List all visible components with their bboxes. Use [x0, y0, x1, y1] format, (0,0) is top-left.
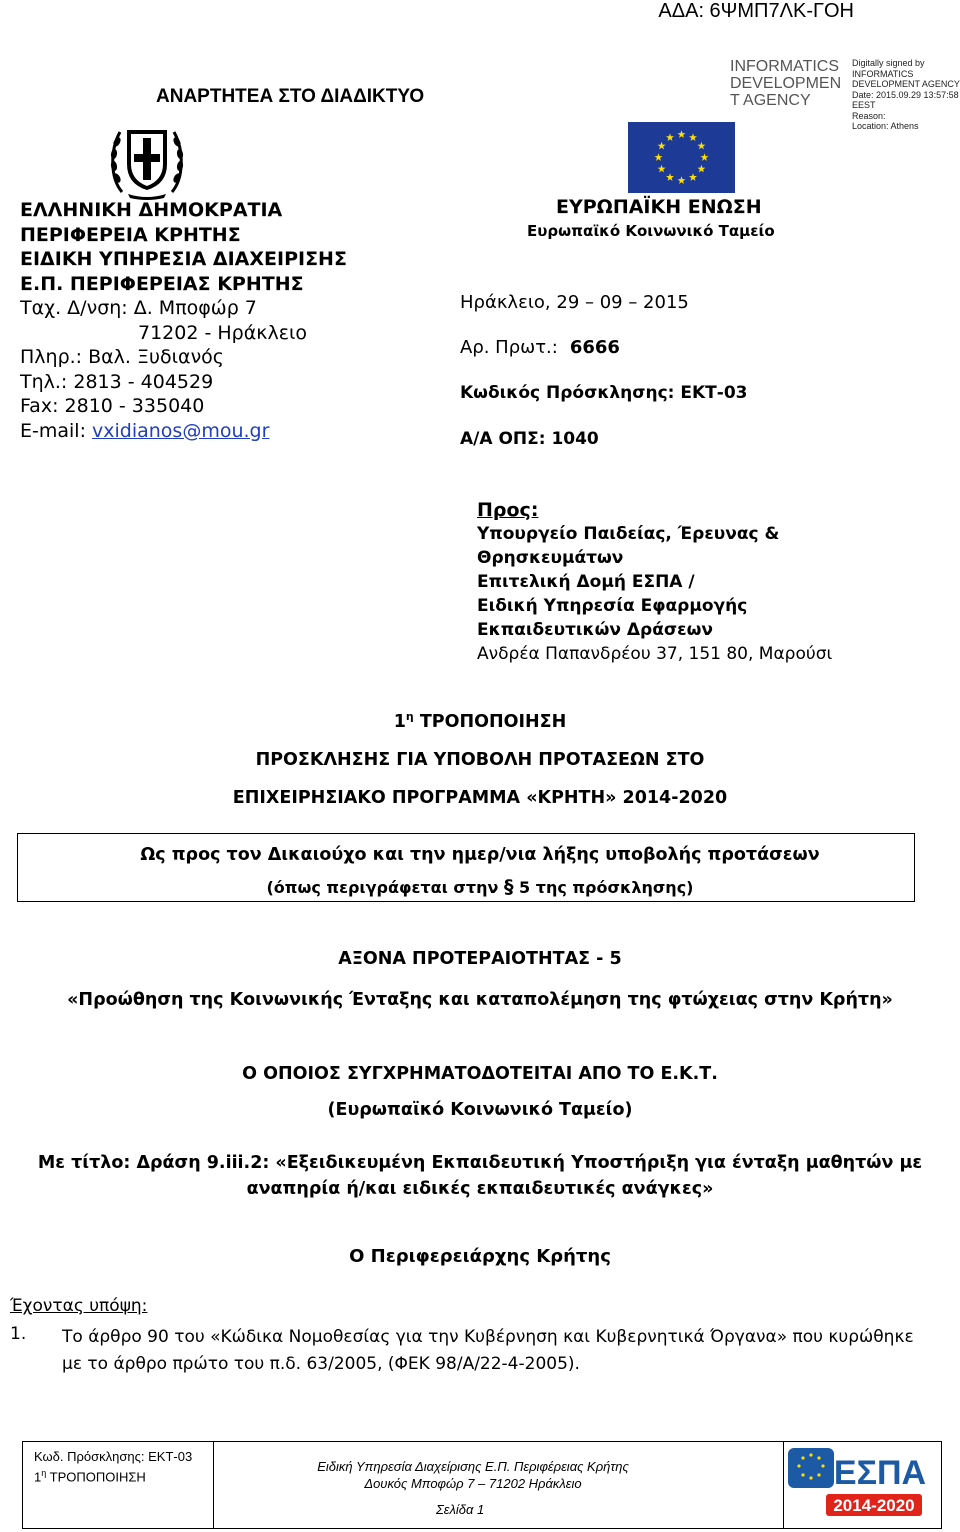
signature-detail-line: Date: 2015.09.29 13:57:58	[852, 89, 959, 100]
sender-line: ΠΕΡΙΦΕΡΕΙΑ ΚΡΗΤΗΣ	[20, 223, 241, 246]
recipient-heading: Προς:	[477, 499, 539, 521]
signature-org-line: T AGENCY	[730, 92, 811, 109]
action-title	[17, 1150, 943, 1202]
recipient-address: Ανδρέα Παπανδρέου 37, 151 80, Μαρούσι	[477, 644, 833, 664]
protocol-number-row	[460, 337, 620, 358]
footer-agency-block	[298, 1458, 648, 1492]
footer-mod-word: ΤΡΟΠΟΠΟΙΗΣΗ	[46, 1469, 146, 1485]
action-title-text: «Εξειδικευμένη Εκπαιδευτική Υποστήριξη για ένταξη μαθητών με αναπηρία ή/και ειδικές εκπαιδευτικές ανάγκες»	[246, 1153, 923, 1199]
espa-years: 2014-2020	[833, 1496, 915, 1515]
page-number: Σελίδα 1	[436, 1502, 485, 1517]
modification-title	[0, 710, 960, 732]
ada-code: ΑΔΑ: 6ΨΜΠ7ΛΚ-ΓΟΗ	[658, 0, 854, 22]
espa-logo-text: ΕΣΠΑ	[833, 1454, 926, 1492]
sender-block	[20, 198, 347, 443]
protocol-value: 6666	[569, 337, 620, 358]
digital-signature-details	[852, 58, 960, 132]
footer-mod-superscript: η	[41, 1468, 47, 1478]
sender-phone: Τηλ.: 2813 - 404529	[20, 370, 214, 393]
considering-heading: Έχοντας υπόψη:	[10, 1296, 148, 1316]
signature-detail-line: Reason:	[852, 110, 886, 121]
modification-scope-reference	[0, 876, 960, 898]
invitation-line: ΕΠΙΧΕΙΡΗΣΙΑΚΟ ΠΡΟΓΡΑΜΜΑ «ΚΡΗΤΗ» 2014-2020	[232, 788, 728, 808]
fund-name: (Ευρωπαϊκό Κοινωνικό Ταμείο)	[327, 1100, 633, 1120]
sender-contact-person: Πληρ.: Βαλ. Ξυδιανός	[20, 346, 224, 368]
list-item: Το άρθρο 90 του «Κώδικα Νομοθεσίας για την Κυβέρνηση και Κυβερνητικά Όργανα» που κυρώθηκε με το άρθρο πρώτο του π.δ. 63/2005, (ΦΕΚ 98/Α/22-4-2005).	[62, 1327, 914, 1374]
cofunding-statement: Ο ΟΠΟΙΟΣ ΣΥΓΧΡΗΜΑΤΟΔΟΤΕΙΤΑΙ ΑΠΟ ΤΟ Ε.Κ.Τ.	[242, 1064, 718, 1084]
signature-detail-line: Location: Athens	[852, 121, 919, 131]
footer-mod-number: 1	[34, 1469, 42, 1485]
eu-title: ΕΥΡΩΠΑΪΚΗ ΕΝΩΣΗ	[556, 196, 762, 218]
section-sign: §	[503, 876, 514, 898]
ops-number: Α/Α ΟΠΣ: 1040	[460, 429, 599, 449]
footer-invitation-code: Κωδ. Πρόσκλησης: ΕΚΤ-03	[34, 1449, 193, 1464]
reference-text: 5 της πρόσκλησης)	[513, 878, 694, 897]
espa-logo-icon	[786, 1446, 926, 1520]
eu-flag-icon	[628, 122, 735, 193]
modification-number: 1	[393, 711, 406, 732]
modification-scope-line: Ως προς τον Δικαιούχο και την ημερ/νια λήξης υποβολής προτάσεων	[140, 845, 820, 865]
priority-axis-title: «Προώθηση της Κοινωνικής Ένταξης και καταπολέμηση της φτώχειας στην Κρήτη»	[67, 990, 893, 1010]
protocol-label: Αρ. Πρωτ.:	[460, 337, 558, 358]
sender-line: ΕΛΛΗΝΙΚΗ ΔΗΜΟΚΡΑΤΙΑ	[20, 199, 283, 221]
recipient-line: Θρησκευμάτων	[477, 548, 624, 568]
invitation-code: Κωδικός Πρόσκλησης: ΕΚΤ-03	[460, 383, 748, 403]
footer-code-block	[34, 1448, 192, 1485]
footer-agency-address: Δουκός Μποφώρ 7 – 71202 Ηράκλειο	[364, 1476, 582, 1491]
recipient-line: Ειδική Υπηρεσία Εφαρμογής	[477, 596, 748, 616]
footer-agency: Ειδική Υπηρεσία Διαχείρισης Ε.Π. Περιφέρειας Κρήτης	[317, 1459, 629, 1474]
sender-line: ΕΙΔΙΚΗ ΥΠΗΡΕΣΙΑ ΔΙΑΧΕΙΡΙΣΗΣ	[20, 248, 347, 270]
signature-org-line: DEVELOPMEN	[730, 75, 842, 92]
sender-postcode: 71202 - Ηράκλειο	[138, 321, 308, 344]
email-link[interactable]: vxidianos@mou.gr	[92, 419, 270, 442]
list-item-number: 1.	[10, 1324, 27, 1344]
action-title-prefix: Με τίτλο: Δράση 9.iii.2:	[37, 1153, 270, 1173]
recipient-line: Εκπαιδευτικών Δράσεων	[477, 620, 713, 640]
priority-axis: ΑΞΟΝΑ ΠΡΟΤΕΡΑΙΟΤΗΤΑΣ - 5	[338, 949, 622, 969]
posted-online-label: ΑΝΑΡΤΗΤΕΑ ΣΤΟ ΔΙΑΔΙΚΤΥΟ	[156, 86, 425, 107]
email-label: E-mail:	[20, 419, 93, 442]
recipient-line: Επιτελική Δομή ΕΣΠΑ /	[477, 572, 695, 592]
footer-modification	[34, 1465, 192, 1485]
sender-fax: Fax: 2810 - 335040	[20, 395, 205, 417]
signature-detail-line: INFORMATICS	[852, 68, 914, 79]
signature-detail-line: Digitally signed by	[852, 58, 925, 68]
modification-superscript: η	[405, 710, 414, 723]
recipient-line: Υπουργείο Παιδείας, Έρευνας &	[477, 524, 780, 544]
modification-word: ΤΡΟΠΟΠΟΙΗΣΗ	[419, 711, 567, 732]
reference-text: (όπως περιγράφεται στην	[266, 878, 504, 897]
signature-detail-line: DEVELOPMENT AGENCY	[852, 79, 960, 89]
greek-emblem-icon	[108, 120, 186, 200]
sender-email-row	[20, 419, 347, 444]
sender-line: Ε.Π. ΠΕΡΙΦΕΡΕΙΑΣ ΚΡΗΤΗΣ	[20, 272, 304, 295]
signature-org-line: INFORMATICS	[730, 58, 840, 75]
signature-detail-line: EEST	[852, 100, 876, 110]
sender-address: Ταχ. Δ/νση: Δ. Μποφώρ 7	[20, 297, 257, 319]
digital-signature-org	[730, 58, 850, 109]
document-date: Ηράκλειο, 29 – 09 – 2015	[460, 292, 689, 313]
signer-title: Ο Περιφερειάρχης Κρήτης	[349, 1246, 611, 1267]
eu-subtitle: Ευρωπαϊκό Κοινωνικό Ταμείο	[527, 222, 775, 240]
recipient-block	[477, 498, 832, 666]
invitation-line: ΠΡΟΣΚΛΗΣΗΣ ΓΙΑ ΥΠΟΒΟΛΗ ΠΡΟΤΑΣΕΩΝ ΣΤΟ	[255, 750, 705, 770]
